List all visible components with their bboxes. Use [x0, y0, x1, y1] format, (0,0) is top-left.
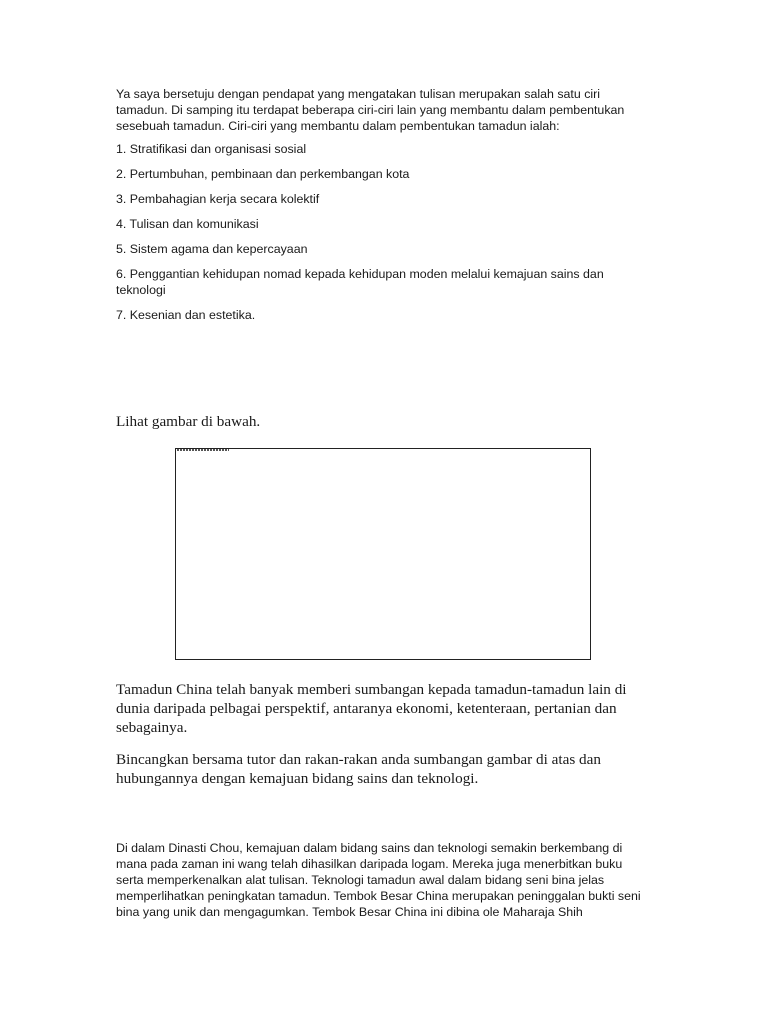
china-contribution-paragraph: Tamadun China telah banyak memberi sumbangan kepada tamadun-tamadun lain di dunia daripada pelbagai perspektif, antaranya ekonomi, ketenteraan, pertanian dan sebagainya. — [116, 681, 627, 736]
list-item: 4. Tulisan dan komunikasi — [116, 217, 259, 231]
list-item: 6. Penggantian kehidupan nomad kepada kehidupan moden melalui kemajuan sains dan teknologi — [116, 267, 604, 297]
list-item: 1. Stratifikasi dan organisasi sosial — [116, 142, 307, 156]
intro-paragraph: Ya saya bersetuju dengan pendapat yang mengatakan tulisan merupakan salah satu ciri tamadun. Di samping itu terdapat beberapa ciri-ciri lain yang membantu dalam pembentukan sesebuah tamadun. Ciri-ciri yang membantu dalam pembentukan tamadun ialah: — [116, 87, 625, 133]
chou-dynasty-paragraph: Di dalam Dinasti Chou, kemajuan dalam bidang sains dan teknologi semakin berkembang di mana pada zaman ini wang telah dihasilkan daripada logam. Mereka juga menerbitkan buku serta memperkenalkan alat tulisan. Teknologi tamadun awal dalam bidang seni bina jelas memperlihatkan peningkatan tamadun. Tembok Besar China merupakan peninggalan bukti seni bina yang unik dan mengagumkan. Tembok Besar China ini dibina ole Maharaja Shih — [116, 841, 641, 919]
characteristics-list — [116, 141, 652, 332]
image-placeholder-frame — [175, 448, 591, 660]
list-item: 7. Kesenian dan estetika. — [116, 308, 256, 322]
image-placeholder-caption — [177, 449, 229, 451]
list-item: 2. Pertumbuhan, pembinaan dan perkembangan kota — [116, 167, 410, 181]
discussion-prompt-paragraph: Bincangkan bersama tutor dan rakan-rakan anda sumbangan gambar di atas dan hubungannya dengan kemajuan bidang sains dan teknologi. — [116, 751, 601, 787]
list-item: 3. Pembahagian kerja secara kolektif — [116, 192, 320, 206]
list-item: 5. Sistem agama dan kepercayaan — [116, 242, 308, 256]
see-below-text: Lihat gambar di bawah. — [116, 413, 261, 430]
